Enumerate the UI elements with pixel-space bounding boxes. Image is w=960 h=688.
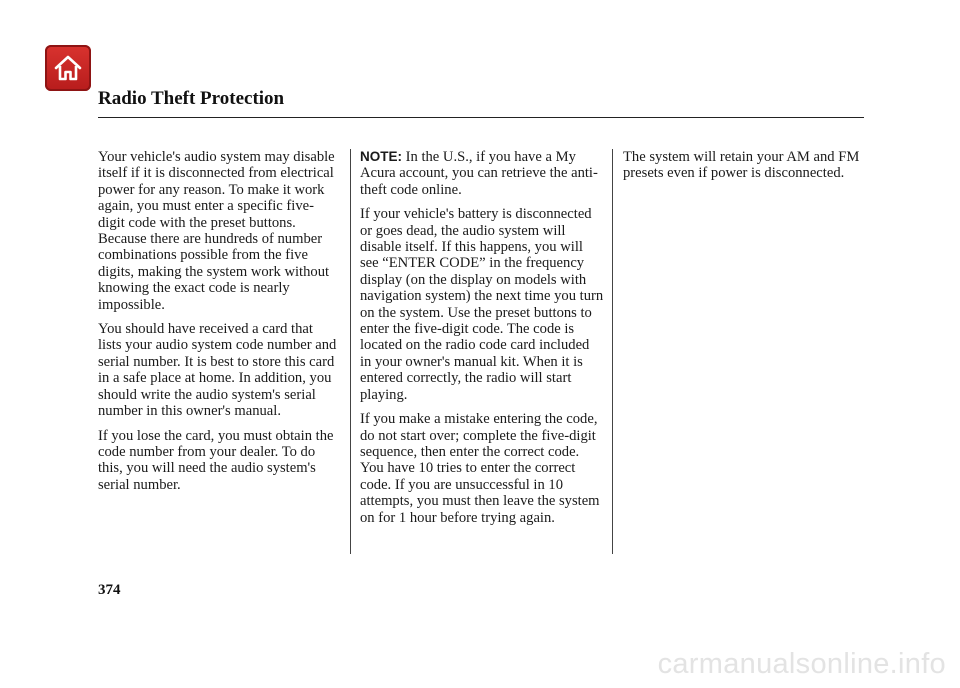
paragraph: The system will retain your AM and FM presets even if power is disconnected. bbox=[623, 149, 860, 182]
text-column-3 bbox=[623, 149, 863, 190]
title-divider bbox=[98, 117, 864, 118]
column-divider bbox=[350, 149, 351, 554]
home-icon bbox=[53, 53, 83, 83]
page-title: Radio Theft Protection bbox=[98, 88, 285, 109]
paragraph: Your vehicle's audio system may disable itself if it is disconnected from electrical power for any reason. To make it work again, you must enter a specific five-digit code with the preset buttons. Because there are hundreds of number combinations possible from the five digits, making the system work without knowing the exact code is nearly impossible. bbox=[98, 149, 335, 313]
paragraph: If your vehicle's battery is disconnected or goes dead, the audio system will disable itself. If this happens, you will see “ENTER CODE” in the frequency display (on the display on models with navigation system) the next time you turn on the system. Use the preset buttons to enter the five-digit code. The code is located on the radio code card included in your owner's manual kit. When it is entered correctly, the radio will start playing. bbox=[360, 206, 604, 403]
paragraph: If you make a mistake entering the code, do not start over; complete the five-digit sequence, then enter the correct code. You have 10 tries to enter the correct code. If you are unsuccessful in 10 attempts, you must then leave the system on for 1 hour before trying again. bbox=[360, 411, 600, 526]
text-column-1 bbox=[98, 149, 340, 501]
paragraph: You should have received a card that lists your audio system code number and serial number. It is best to store this card in a safe place at home. In addition, you should write the audio system's serial number in this owner's manual. bbox=[98, 321, 337, 420]
note-paragraph bbox=[360, 149, 604, 198]
note-text: In the U.S., if you have a My Acura account, you can retrieve the anti-theft code online. bbox=[360, 149, 598, 198]
paragraph: If you lose the card, you must obtain the code number from your dealer. To do this, you will need the audio system's serial number. bbox=[98, 427, 334, 493]
watermark: carmanualsonline.info bbox=[657, 648, 946, 680]
column-divider bbox=[612, 149, 613, 554]
home-button[interactable] bbox=[45, 45, 91, 91]
page-number: 374 bbox=[98, 582, 121, 598]
note-label: NOTE: bbox=[360, 149, 402, 164]
text-column-2 bbox=[360, 149, 604, 534]
